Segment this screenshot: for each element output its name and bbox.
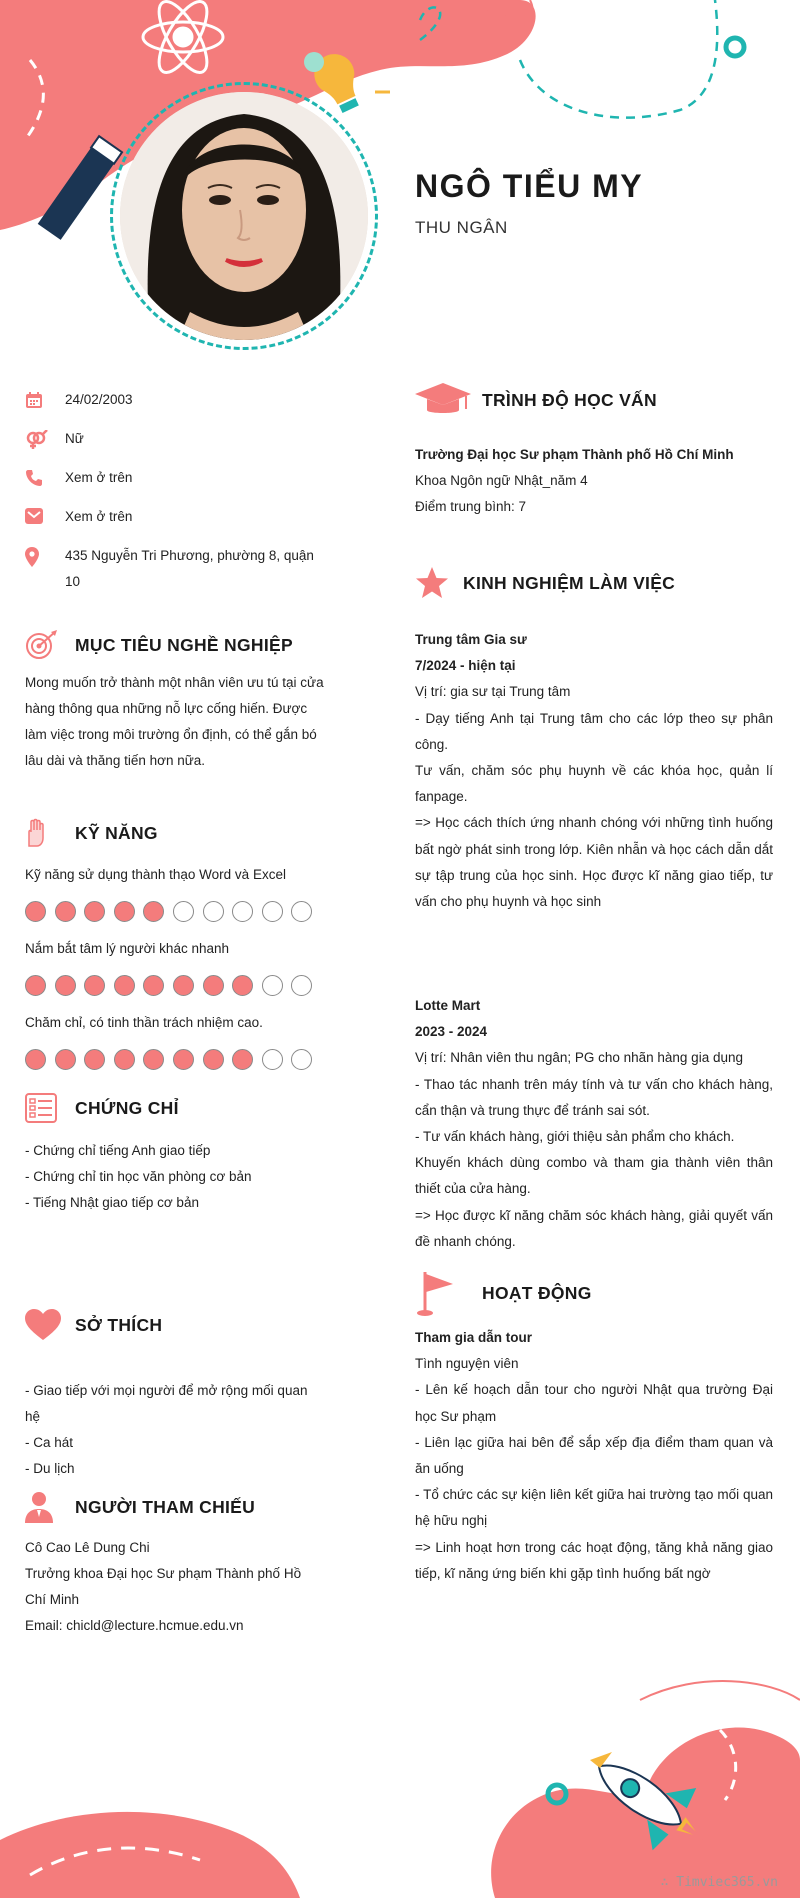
school-name: Trường Đại học Sư phạm Thành phố Hồ Chí Minh	[415, 447, 734, 462]
rating-dot-empty	[291, 975, 312, 996]
rating-dot-filled	[84, 901, 105, 922]
rating-dot-filled	[114, 901, 135, 922]
star-icon	[415, 566, 463, 600]
skill-label: Nắm bắt tâm lý người khác nhanh	[25, 941, 229, 956]
rating-dot-empty	[291, 1049, 312, 1070]
list-item: - Tiếng Nhật giao tiếp cơ bản	[25, 1195, 199, 1210]
job-period: 7/2024 - hiện tại	[415, 658, 516, 674]
objective-text: Mong muốn trở thành một nhân viên ưu tú tại cửa hàng thông qua những nỗ lực cống hiến. Được làm việc trong môi trường ổn định, có thể gắn bó lâu dài và thăng tiến hơn nữa.	[25, 675, 324, 768]
list-item: - Chứng chỉ tiếng Anh giao tiếp	[25, 1143, 211, 1158]
references-heading: NGƯỜI THAM CHIẾU	[25, 1491, 255, 1523]
skill-label: Chăm chỉ, có tinh thần trách nhiệm cao.	[25, 1015, 263, 1030]
rating-dot-filled	[232, 975, 253, 996]
rating-dot-empty	[232, 901, 253, 922]
rating-dot-empty	[291, 901, 312, 922]
contact-gender: Nữ	[25, 426, 325, 452]
certificates-heading: CHỨNG CHỈ	[25, 1093, 179, 1123]
job-entry: Trung tâm Gia sư 7/2024 - hiện tại Vị trí: gia sư tại Trung tâm - Dạy tiếng Anh tại Trung tâm cho các lớp theo sự phân công. Tư vấn, chăm sóc phụ huynh về các khóa học, quản lí fanpage. => Học cách thích ứng nhanh chóng với những tình huống bất ngờ phát sinh trong lớp. Kiên nhẫn và học cách dẫn dắt sự tập trung của học sinh. Học được kĩ năng giao tiếp, tư vấn cho phụ huynh và học sinh	[415, 627, 773, 915]
rating-dot-filled	[143, 901, 164, 922]
job-company: Trung tâm Gia sư	[415, 632, 527, 647]
person-icon	[25, 1491, 75, 1523]
gender-icon	[25, 426, 65, 450]
references-text: Cô Cao Lê Dung Chi Trưởng khoa Đại học Sư phạm Thành phố Hồ Chí Minh Email: chicld@lecture.hcmue.edu.vn	[25, 1540, 302, 1633]
hobbies-list	[25, 1378, 325, 1482]
rating-dot-filled	[55, 901, 76, 922]
experience-heading: KINH NGHIỆM LÀM VIỆC	[415, 566, 675, 600]
rating-dot-empty	[262, 1049, 283, 1070]
contact-phone: Xem ở trên	[25, 465, 325, 491]
list-item: - Giao tiếp với mọi người để mở rộng mối quan hệ	[25, 1383, 308, 1424]
skill-rating	[25, 901, 312, 922]
contact-birthday: 24/02/2003	[25, 387, 325, 413]
rating-dot-filled	[25, 975, 46, 996]
heart-icon	[25, 1309, 75, 1341]
rating-dot-filled	[84, 1049, 105, 1070]
flag-icon	[415, 1270, 482, 1316]
rating-dot-filled	[84, 975, 105, 996]
activity-entry: Tham gia dẫn tour Tình nguyện viên - Lên kế hoạch dẫn tour cho người Nhật qua trường Đại học Sư phạm - Liên lạc giữa hai bên để sắp xếp địa điểm tham quan và ăn uống - Tổ chức các sự kiện liên kết giữa hai trường tạo mối quan hệ hữu nghị => Linh hoạt hơn trong các hoạt động, tăng khả năng giao tiếp, kĩ năng ứng biến khi gặp tình huống bất ngờ	[415, 1325, 773, 1587]
location-icon	[25, 543, 65, 567]
avatar	[120, 92, 368, 340]
activities-heading: HOẠT ĐỘNG	[415, 1270, 592, 1316]
rating-dot-filled	[25, 901, 46, 922]
target-icon	[25, 630, 75, 660]
rating-dot-filled	[25, 1049, 46, 1070]
phone-icon	[25, 465, 65, 487]
contact-address: 435 Nguyễn Tri Phương, phường 8, quận 10	[25, 543, 325, 595]
footer-decoration	[0, 1660, 800, 1898]
rating-dot-filled	[173, 975, 194, 996]
job-company: Lotte Mart	[415, 998, 481, 1013]
calendar-icon	[25, 387, 65, 409]
list-item: - Du lịch	[25, 1461, 75, 1476]
rating-dot-filled	[173, 1049, 194, 1070]
list-item: - Ca hát	[25, 1435, 74, 1450]
education-heading: TRÌNH ĐỘ HỌC VẤN	[415, 383, 657, 417]
rating-dot-filled	[143, 975, 164, 996]
rating-dot-empty	[173, 901, 194, 922]
watermark: ∴ Timviec365.vn	[660, 1875, 778, 1890]
rating-dot-filled	[203, 975, 224, 996]
education-details: Trường Đại học Sư phạm Thành phố Hồ Chí Minh Khoa Ngôn ngữ Nhật_năm 4 Điểm trung bình: 7	[415, 442, 773, 521]
candidate-position: THU NGÂN	[415, 218, 508, 237]
rating-dot-filled	[55, 1049, 76, 1070]
rating-dot-filled	[55, 975, 76, 996]
email-icon	[25, 504, 65, 524]
rating-dot-filled	[232, 1049, 253, 1070]
skill-label: Kỹ năng sử dụng thành thạo Word và Excel	[25, 867, 286, 882]
objective-heading: MỤC TIÊU NGHỀ NGHIỆP	[25, 630, 293, 660]
rating-dot-empty	[262, 975, 283, 996]
job-period: 2023 - 2024	[415, 1024, 488, 1040]
hobbies-heading: SỞ THÍCH	[25, 1309, 162, 1341]
skills-heading: KỸ NĂNG	[25, 818, 158, 848]
rating-dot-filled	[114, 975, 135, 996]
rating-dot-empty	[203, 901, 224, 922]
rating-dot-empty	[262, 901, 283, 922]
list-item: - Chứng chỉ tin học văn phòng cơ bản	[25, 1169, 252, 1184]
skill-rating	[25, 975, 312, 996]
rating-dot-filled	[203, 1049, 224, 1070]
rating-dot-filled	[114, 1049, 135, 1070]
contact-email: Xem ở trên	[25, 504, 325, 530]
activity-name: Tham gia dẫn tour	[415, 1330, 533, 1345]
graduation-cap-icon	[415, 383, 482, 417]
checklist-icon	[25, 1093, 75, 1123]
job-entry: Lotte Mart 2023 - 2024 Vị trí: Nhân viên thu ngân; PG cho nhãn hàng gia dụng - Thao tác nhanh trên máy tính và tư vấn cho khách hàng, cẩn thận và trung thực để tránh sai sót. - Tư vấn khách hàng, giới thiệu sản phẩm cho khách. Khuyến khách dùng combo và tham gia thành viên thân thiết của cửa hàng. => Học được kĩ năng chăm sóc khách hàng, giải quyết vấn đề nhanh chóng.	[415, 993, 773, 1255]
candidate-name: NGÔ TIỂU MY	[415, 168, 644, 204]
skill-rating	[25, 1049, 312, 1070]
hand-icon	[25, 818, 75, 848]
certificates-list	[25, 1138, 325, 1216]
rating-dot-filled	[143, 1049, 164, 1070]
